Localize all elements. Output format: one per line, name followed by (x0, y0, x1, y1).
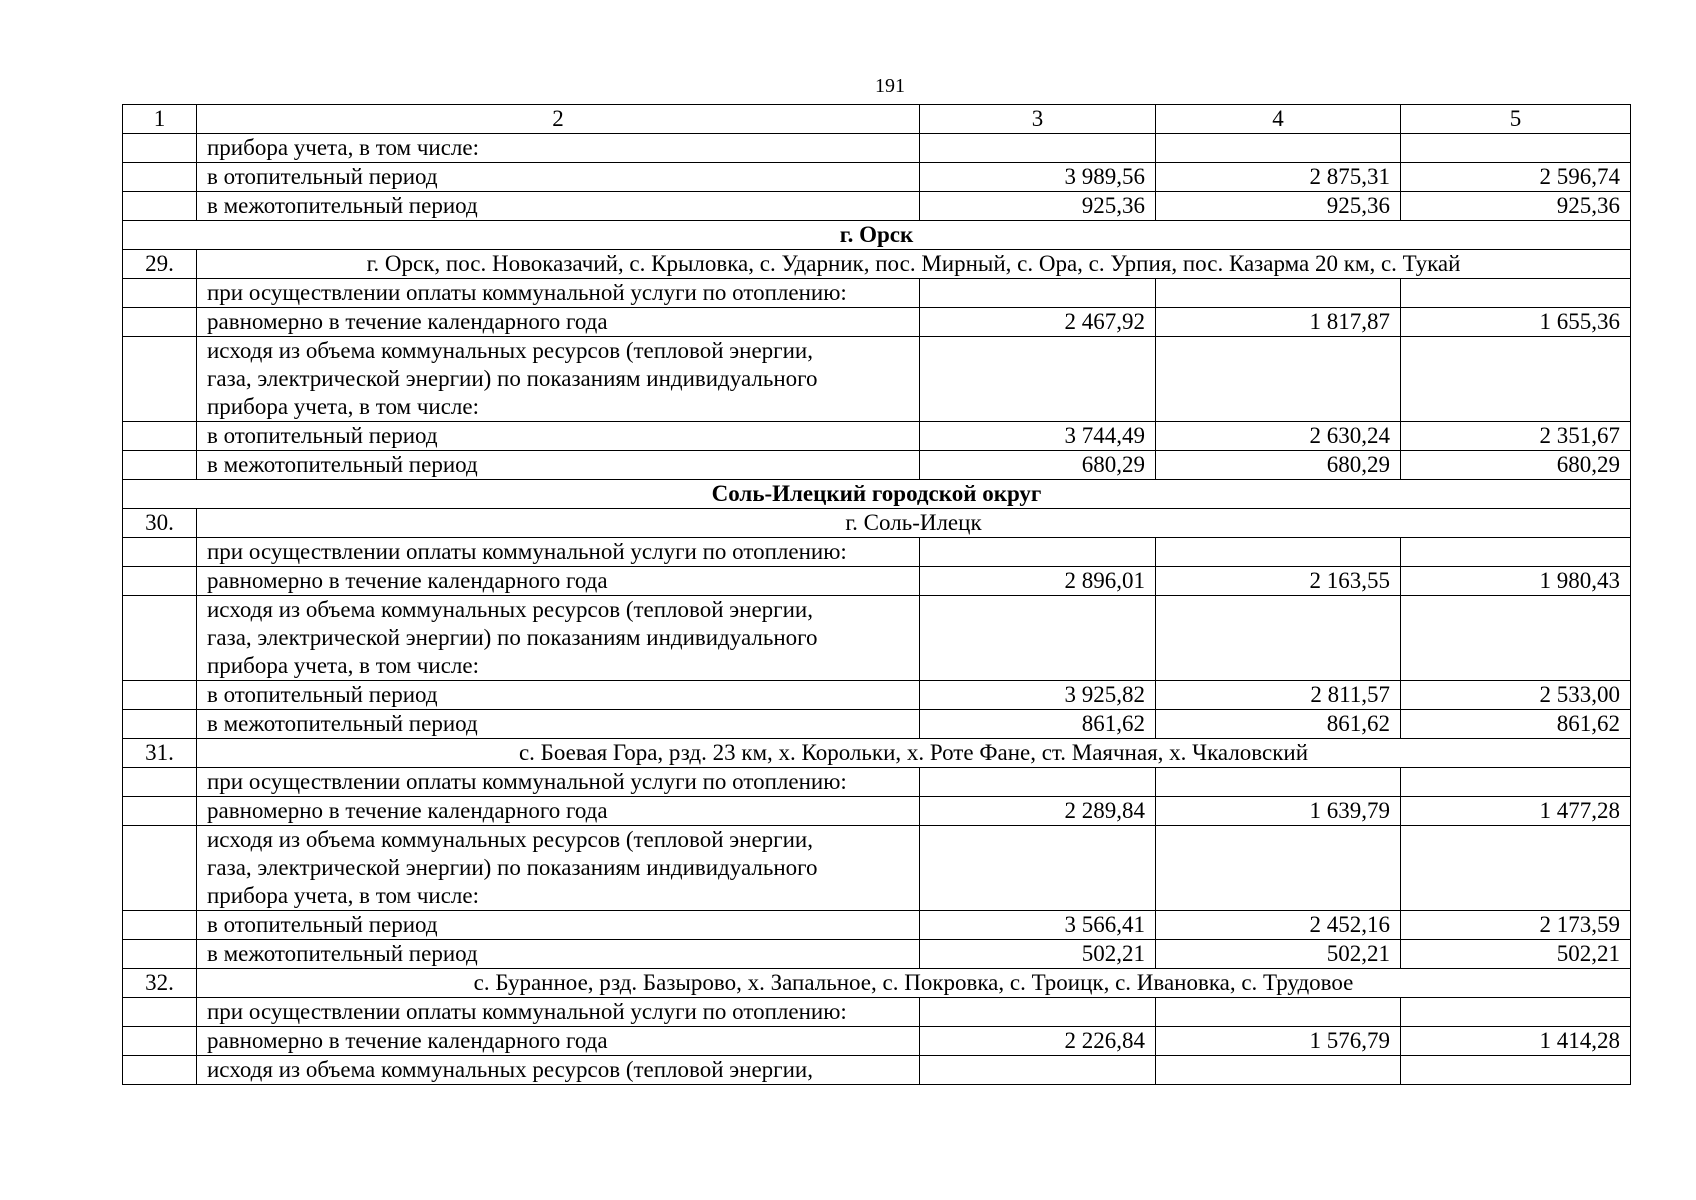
row-number-cell (123, 422, 197, 451)
row-label (197, 337, 920, 422)
section-row (123, 221, 1631, 250)
header-cell-2: 2 (197, 105, 920, 134)
value-cell: 2 896,01 (920, 567, 1156, 596)
table-row (123, 911, 1631, 940)
row-label-line: прибора учета, в том числе: (207, 394, 479, 419)
value-cell: 1 414,28 (1401, 1027, 1631, 1056)
group-title: с. Боевая Гора, рзд. 23 км, х. Корольки, х. Роте Фане, ст. Маячная, х. Чкаловский (197, 739, 1631, 768)
value-cell (1156, 279, 1401, 308)
value-cell (1401, 134, 1631, 163)
row-label (197, 826, 920, 911)
table-row (123, 192, 1631, 221)
value-cell (1401, 826, 1631, 911)
value-cell: 2 226,84 (920, 1027, 1156, 1056)
group-title: г. Орск, пос. Новоказачий, с. Крыловка, с. Ударник, пос. Мирный, с. Ора, с. Урпия, пос. Казарма 20 км, с. Тукай (197, 250, 1631, 279)
value-cell (1156, 1056, 1401, 1085)
value-cell: 3 989,56 (920, 163, 1156, 192)
row-label: прибора учета, в том числе: (197, 134, 920, 163)
value-cell: 2 875,31 (1156, 163, 1401, 192)
value-cell (920, 1056, 1156, 1085)
group-row (123, 739, 1631, 768)
table-row (123, 567, 1631, 596)
value-cell: 2 289,84 (920, 797, 1156, 826)
row-number-cell (123, 596, 197, 681)
row-label: в отопительный период (197, 911, 920, 940)
header-cell-1: 1 (123, 105, 197, 134)
value-cell: 2 351,67 (1401, 422, 1631, 451)
row-label: исходя из объема коммунальных ресурсов (тепловой энергии, (197, 1056, 920, 1085)
value-cell (1401, 1056, 1631, 1085)
row-label: в межотопительный период (197, 192, 920, 221)
row-label-line: исходя из объема коммунальных ресурсов (тепловой энергии, (207, 827, 813, 852)
row-number-cell (123, 998, 197, 1027)
row-label: в отопительный период (197, 163, 920, 192)
row-number: 29. (123, 250, 197, 279)
table-row (123, 1056, 1631, 1085)
value-cell (1156, 768, 1401, 797)
value-cell (920, 826, 1156, 911)
row-label: равномерно в течение календарного года (197, 1027, 920, 1056)
value-cell: 3 925,82 (920, 681, 1156, 710)
row-label: в межотопительный период (197, 451, 920, 480)
row-label: в межотопительный период (197, 710, 920, 739)
section-row (123, 480, 1631, 509)
row-label: при осуществлении оплаты коммунальной услуги по отоплению: (197, 279, 920, 308)
value-cell (920, 279, 1156, 308)
value-cell: 2 467,92 (920, 308, 1156, 337)
row-label: в отопительный период (197, 681, 920, 710)
value-cell: 1 980,43 (1401, 567, 1631, 596)
table-row (123, 134, 1631, 163)
value-cell (1401, 998, 1631, 1027)
value-cell: 2 173,59 (1401, 911, 1631, 940)
row-number-cell (123, 279, 197, 308)
value-cell: 680,29 (1401, 451, 1631, 480)
value-cell: 1 817,87 (1156, 308, 1401, 337)
tariff-table (122, 104, 1631, 1085)
value-cell: 3 744,49 (920, 422, 1156, 451)
row-number-cell (123, 768, 197, 797)
value-cell (920, 134, 1156, 163)
value-cell: 925,36 (920, 192, 1156, 221)
value-cell: 1 639,79 (1156, 797, 1401, 826)
group-row (123, 509, 1631, 538)
value-cell (1401, 596, 1631, 681)
value-cell: 925,36 (1401, 192, 1631, 221)
header-cell-3: 3 (920, 105, 1156, 134)
row-number-cell (123, 567, 197, 596)
row-number-cell (123, 710, 197, 739)
value-cell (1401, 279, 1631, 308)
row-number-cell (123, 1056, 197, 1085)
value-cell: 1 576,79 (1156, 1027, 1401, 1056)
row-number-cell (123, 451, 197, 480)
value-cell (1156, 134, 1401, 163)
table-row (123, 710, 1631, 739)
row-number-cell (123, 308, 197, 337)
section-title: Соль-Илецкий городской округ (123, 480, 1631, 509)
table-body (123, 134, 1631, 1085)
group-row (123, 250, 1631, 279)
table-row (123, 451, 1631, 480)
row-number-cell (123, 163, 197, 192)
group-row (123, 969, 1631, 998)
table-row (123, 998, 1631, 1027)
row-label: в межотопительный период (197, 940, 920, 969)
table-row (123, 538, 1631, 567)
value-cell: 502,21 (1156, 940, 1401, 969)
value-cell: 861,62 (1401, 710, 1631, 739)
table-row (123, 768, 1631, 797)
value-cell: 502,21 (1401, 940, 1631, 969)
value-cell: 2 452,16 (1156, 911, 1401, 940)
row-number-cell (123, 681, 197, 710)
table-row (123, 337, 1631, 422)
table-row (123, 279, 1631, 308)
value-cell: 1 477,28 (1401, 797, 1631, 826)
value-cell: 2 811,57 (1156, 681, 1401, 710)
value-cell: 1 655,36 (1401, 308, 1631, 337)
page-number: 191 (875, 75, 905, 97)
row-number: 31. (123, 739, 197, 768)
row-label-line: прибора учета, в том числе: (207, 653, 479, 678)
header-row (123, 105, 1631, 134)
row-label: при осуществлении оплаты коммунальной услуги по отоплению: (197, 538, 920, 567)
value-cell: 3 566,41 (920, 911, 1156, 940)
table-row (123, 681, 1631, 710)
value-cell: 925,36 (1156, 192, 1401, 221)
value-cell (920, 596, 1156, 681)
header-cell-4: 4 (1156, 105, 1401, 134)
row-label (197, 596, 920, 681)
row-number-cell (123, 911, 197, 940)
row-label-line: газа, электрической энергии) по показаниям индивидуального (207, 855, 818, 880)
table-row (123, 826, 1631, 911)
table-row (123, 308, 1631, 337)
row-number-cell (123, 134, 197, 163)
value-cell (1156, 826, 1401, 911)
value-cell: 2 596,74 (1401, 163, 1631, 192)
row-label: равномерно в течение календарного года (197, 797, 920, 826)
table-row (123, 797, 1631, 826)
group-title: г. Соль-Илецк (197, 509, 1631, 538)
header-cell-5: 5 (1401, 105, 1631, 134)
row-label-line: прибора учета, в том числе: (207, 883, 479, 908)
value-cell: 2 163,55 (1156, 567, 1401, 596)
row-number-cell (123, 797, 197, 826)
value-cell: 502,21 (920, 940, 1156, 969)
value-cell (1156, 998, 1401, 1027)
row-number-cell (123, 538, 197, 567)
value-cell (920, 768, 1156, 797)
table-row (123, 1027, 1631, 1056)
group-title: с. Буранное, рзд. Базырово, х. Запальное, с. Покровка, с. Троицк, с. Ивановка, с. Трудовое (197, 969, 1631, 998)
row-label: при осуществлении оплаты коммунальной услуги по отоплению: (197, 998, 920, 1027)
value-cell (1401, 337, 1631, 422)
row-number-cell (123, 826, 197, 911)
row-label-line: исходя из объема коммунальных ресурсов (тепловой энергии, (207, 597, 813, 622)
value-cell: 680,29 (920, 451, 1156, 480)
row-number-cell (123, 1027, 197, 1056)
row-label: равномерно в течение календарного года (197, 308, 920, 337)
row-label-line: газа, электрической энергии) по показаниям индивидуального (207, 625, 818, 650)
row-label: при осуществлении оплаты коммунальной услуги по отоплению: (197, 768, 920, 797)
value-cell (1156, 337, 1401, 422)
value-cell (1156, 596, 1401, 681)
row-number-cell (123, 940, 197, 969)
row-label: равномерно в течение календарного года (197, 567, 920, 596)
table-row (123, 596, 1631, 681)
row-label-line: исходя из объема коммунальных ресурсов (тепловой энергии, (207, 338, 813, 363)
row-number: 30. (123, 509, 197, 538)
row-label: в отопительный период (197, 422, 920, 451)
row-number: 32. (123, 969, 197, 998)
value-cell (1156, 538, 1401, 567)
value-cell: 680,29 (1156, 451, 1401, 480)
table-row (123, 422, 1631, 451)
table-row (123, 940, 1631, 969)
row-number-cell (123, 192, 197, 221)
value-cell (920, 998, 1156, 1027)
section-title: г. Орск (123, 221, 1631, 250)
value-cell (920, 337, 1156, 422)
value-cell (1401, 538, 1631, 567)
row-label-line: газа, электрической энергии) по показаниям индивидуального (207, 366, 818, 391)
value-cell: 2 533,00 (1401, 681, 1631, 710)
value-cell: 861,62 (920, 710, 1156, 739)
table-row (123, 163, 1631, 192)
value-cell: 861,62 (1156, 710, 1401, 739)
value-cell: 2 630,24 (1156, 422, 1401, 451)
value-cell (1401, 768, 1631, 797)
row-number-cell (123, 337, 197, 422)
value-cell (920, 538, 1156, 567)
